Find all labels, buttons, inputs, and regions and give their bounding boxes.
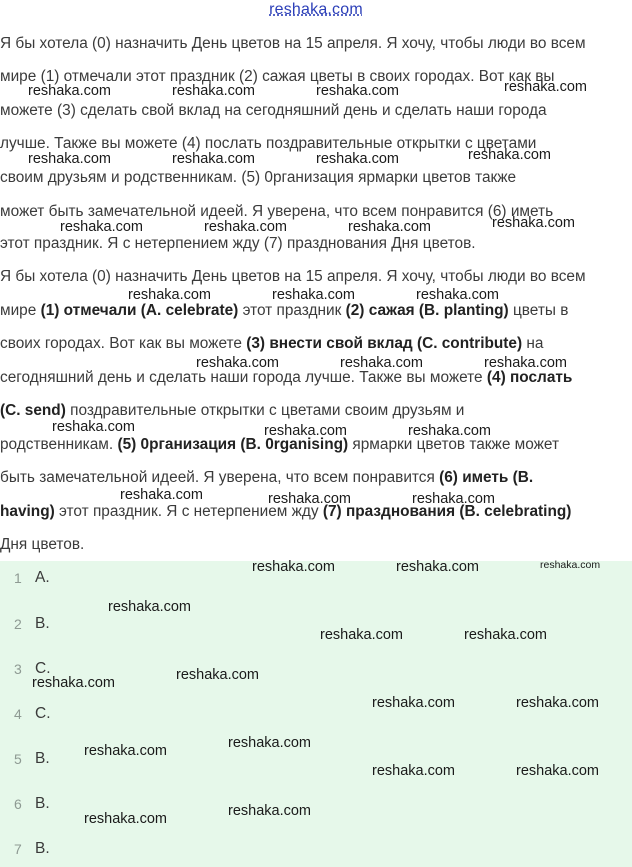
annotated-line — [0, 267, 586, 287]
watermark: reshaka.com — [484, 355, 568, 371]
watermark: reshaka.com — [264, 423, 348, 439]
text-segment: Я бы хотела (0) назначить День цветов на 15 апреля. Я хочу, чтобы люди во всем — [0, 268, 586, 285]
text-line: лучше. Также вы можете (4) послать поздравительные открытки с цветами — [0, 135, 537, 152]
watermark: reshaka.com — [252, 559, 336, 575]
watermark: reshaka.com — [372, 763, 456, 779]
text-segment: Дня цветов. — [0, 536, 85, 553]
watermark: reshaka.com — [268, 491, 352, 507]
annotated-line — [0, 334, 543, 354]
answer-number: 1 — [14, 570, 22, 586]
text-line: можете (3) сделать свой вклад на сегодняшний день и сделать наши города — [0, 102, 547, 119]
annotated-line — [0, 468, 533, 488]
text-segment: своих городах. Вот как вы можете — [0, 335, 247, 352]
answers-panel — [0, 561, 632, 867]
answer-highlight: (3) внести свой вклад (C. contribute) — [246, 335, 523, 352]
watermark: reshaka.com — [416, 287, 500, 303]
watermark: reshaka.com — [516, 763, 600, 779]
text-line: этот праздник. Я с нетерпением жду (7) празднования Дня цветов. — [0, 235, 476, 252]
watermark: reshaka.com — [32, 675, 116, 691]
text-segment: этот праздник — [238, 302, 346, 319]
annotated-line — [0, 535, 84, 555]
watermark: reshaka.com — [128, 287, 212, 303]
annotated-line — [0, 368, 572, 388]
text-line: своим друзьям и родственникам. (5) 0рганизация ярмарки цветов также — [0, 169, 517, 186]
text-segment: ярмарки цветов также может — [348, 436, 560, 453]
text-line: мире (1) отмечали этот праздник (2) сажая цветы в своих городах. Вот как вы — [0, 68, 555, 85]
watermark: reshaka.com — [320, 627, 404, 643]
annotated-line — [0, 435, 559, 455]
text-segment: сегодняшний день и сделать наши города лучше. Также вы можете — [0, 369, 487, 386]
watermark: reshaka.com — [196, 355, 280, 371]
watermark: reshaka.com — [204, 219, 288, 235]
text-segment: этот праздник. Я с нетерпением жду — [54, 503, 323, 520]
answer-value: C. — [35, 705, 51, 722]
answer-highlight: (1) отмечали (A. celebrate) — [40, 302, 239, 319]
text-segment: родственникам. — [0, 436, 118, 453]
answer-number: 4 — [14, 706, 22, 722]
watermark: reshaka.com — [516, 695, 600, 711]
watermark: reshaka.com — [412, 491, 496, 507]
answer-highlight: (5) 0рганизация (B. 0rganising) — [117, 436, 349, 453]
watermark: reshaka.com — [316, 83, 400, 99]
watermark: reshaka.com — [348, 219, 432, 235]
answer-number: 2 — [14, 616, 22, 632]
watermark: reshaka.com — [316, 151, 400, 167]
site-header — [0, 0, 632, 28]
answer-highlight: (4) послать — [486, 369, 573, 386]
text-segment: быть замечательной идеей. Я уверена, что всем понравится — [0, 469, 440, 486]
annotated-line — [0, 502, 571, 522]
answer-number: 6 — [14, 796, 22, 812]
watermark: reshaka.com — [396, 559, 480, 575]
watermark: reshaka.com — [228, 735, 312, 751]
watermark: reshaka.com — [60, 219, 144, 235]
text-segment: цветы в — [508, 302, 569, 319]
watermark: reshaka.com — [408, 423, 492, 439]
watermark: reshaka.com — [540, 559, 601, 571]
watermark: reshaka.com — [492, 215, 576, 231]
watermark: reshaka.com — [468, 147, 552, 163]
answer-highlight: (7) празднования (B. celebrating) — [322, 503, 572, 520]
answer-value: B. — [35, 795, 50, 812]
annotated-line — [0, 301, 568, 321]
watermark: reshaka.com — [504, 79, 588, 95]
watermark: reshaka.com — [84, 743, 168, 759]
watermark: reshaka.com — [464, 627, 548, 643]
watermark: reshaka.com — [108, 599, 192, 615]
watermark: reshaka.com — [28, 83, 112, 99]
text-line: Я бы хотела (0) назначить День цветов на 15 апреля. Я хочу, чтобы люди во всем — [0, 35, 586, 52]
watermark: reshaka.com — [172, 151, 256, 167]
watermark: reshaka.com — [172, 83, 256, 99]
answer-value: C. — [35, 660, 51, 677]
annotated-line — [0, 401, 464, 421]
site-link[interactable]: reshaka.com — [269, 1, 363, 18]
watermark: reshaka.com — [272, 287, 356, 303]
watermark: reshaka.com — [176, 667, 260, 683]
answer-highlight: (C. send) — [0, 402, 66, 419]
answer-highlight: (2) сажая (B. planting) — [345, 302, 509, 319]
answer-number: 7 — [14, 841, 22, 857]
answer-value: A. — [35, 569, 50, 586]
answer-number: 5 — [14, 751, 22, 767]
watermark: reshaka.com — [52, 419, 136, 435]
text-segment: на — [522, 335, 544, 352]
watermark: reshaka.com — [228, 803, 312, 819]
watermark: reshaka.com — [340, 355, 424, 371]
watermark: reshaka.com — [120, 487, 204, 503]
answer-highlight: (6) иметь (B. — [439, 469, 534, 486]
text-segment: поздравительные открытки с цветами своим друзьям и — [65, 402, 465, 419]
watermark: reshaka.com — [28, 151, 112, 167]
watermark: reshaka.com — [372, 695, 456, 711]
answer-value: B. — [35, 840, 50, 857]
answer-value: B. — [35, 750, 50, 767]
text-line: может быть замечательной идеей. Я уверена, что всем понравится (6) иметь — [0, 203, 554, 220]
answer-value: B. — [35, 615, 50, 632]
watermark: reshaka.com — [84, 811, 168, 827]
answer-number: 3 — [14, 661, 22, 677]
text-segment: мире — [0, 302, 41, 319]
answer-highlight: having) — [0, 503, 55, 520]
